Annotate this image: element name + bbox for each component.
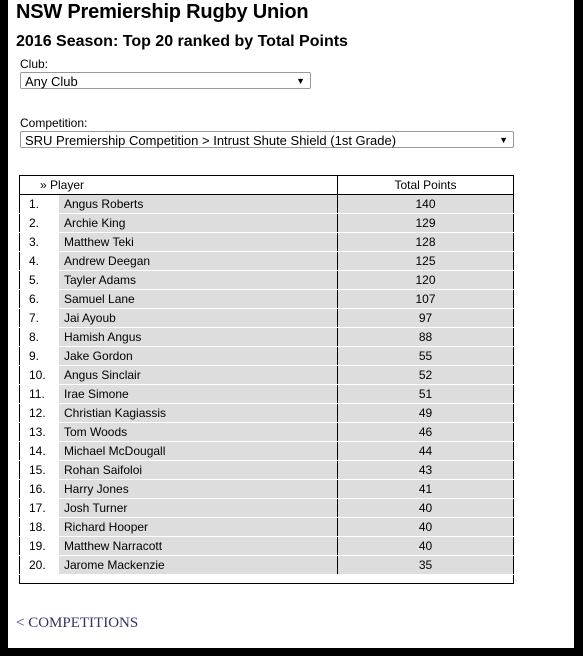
table-row — [20, 442, 514, 461]
table-row — [20, 328, 514, 347]
player-name: Michael McDougall — [59, 442, 338, 461]
chevron-down-icon: ▼ — [499, 135, 508, 145]
total-points: 40 — [338, 518, 514, 537]
total-points: 140 — [338, 195, 514, 214]
page-subtitle: 2016 Season: Top 20 ranked by Total Points — [16, 33, 348, 50]
total-points: 40 — [338, 499, 514, 518]
player-name: Richard Hooper — [59, 518, 338, 537]
total-points: 97 — [338, 309, 514, 328]
club-select-value: Any Club — [25, 74, 78, 89]
player-name: Matthew Teki — [59, 233, 338, 252]
player-name: Andrew Deegan — [59, 252, 338, 271]
frame-left — [0, 0, 8, 656]
row-rank: 4. — [20, 252, 60, 271]
player-name: Matthew Narracott — [59, 537, 338, 556]
competitions-back-link[interactable]: < COMPETITIONS — [16, 615, 139, 631]
total-points: 128 — [338, 233, 514, 252]
row-rank: 17. — [20, 499, 60, 518]
page-title: NSW Premiership Rugby Union — [16, 1, 309, 23]
table-row — [20, 233, 514, 252]
total-points: 52 — [338, 366, 514, 385]
row-rank: 6. — [20, 290, 60, 309]
total-points: 120 — [338, 271, 514, 290]
competition-select-value: SRU Premiership Competition > Intrust Shute Shield (1st Grade) — [25, 133, 397, 148]
player-name: Rohan Saifoloi — [59, 461, 338, 480]
total-points: 88 — [338, 328, 514, 347]
row-rank: 19. — [20, 537, 60, 556]
row-rank: 12. — [20, 404, 60, 423]
row-rank: 5. — [20, 271, 60, 290]
player-name: Angus Roberts — [59, 195, 338, 214]
table-row — [20, 366, 514, 385]
total-points: 41 — [338, 480, 514, 499]
rankings-table — [19, 175, 514, 584]
row-rank: 13. — [20, 423, 60, 442]
chevron-down-icon: ▼ — [296, 76, 305, 86]
row-rank: 3. — [20, 233, 60, 252]
row-rank: 18. — [20, 518, 60, 537]
frame-right — [574, 0, 583, 656]
row-rank: 8. — [20, 328, 60, 347]
club-select[interactable] — [20, 72, 311, 89]
row-rank: 1. — [20, 195, 60, 214]
table-row — [20, 480, 514, 499]
total-points: 107 — [338, 290, 514, 309]
club-label: Club: — [20, 57, 49, 71]
row-rank: 16. — [20, 480, 60, 499]
table-row — [20, 499, 514, 518]
table-footer-cell — [20, 575, 514, 584]
table-row — [20, 290, 514, 309]
row-rank: 2. — [20, 214, 60, 233]
table-header-row — [20, 176, 514, 195]
total-points: 129 — [338, 214, 514, 233]
table-row — [20, 214, 514, 233]
total-points: 46 — [338, 423, 514, 442]
total-points: 125 — [338, 252, 514, 271]
row-rank: 14. — [20, 442, 60, 461]
total-points: 55 — [338, 347, 514, 366]
total-points: 44 — [338, 442, 514, 461]
table-row — [20, 537, 514, 556]
frame-bottom — [0, 648, 583, 656]
total-points: 49 — [338, 404, 514, 423]
row-rank: 15. — [20, 461, 60, 480]
total-points: 40 — [338, 537, 514, 556]
points-column-header[interactable]: Total Points — [338, 176, 514, 195]
player-name: Archie King — [59, 214, 338, 233]
total-points: 43 — [338, 461, 514, 480]
player-name: Irae Simone — [59, 385, 338, 404]
competition-select[interactable] — [20, 131, 514, 148]
row-rank: 10. — [20, 366, 60, 385]
player-name: Christian Kagiassis — [59, 404, 338, 423]
player-name: Jai Ayoub — [59, 309, 338, 328]
row-rank: 9. — [20, 347, 60, 366]
player-name: Josh Turner — [59, 499, 338, 518]
player-column-header[interactable]: » Player — [20, 176, 338, 195]
total-points: 35 — [338, 556, 514, 575]
table-row — [20, 252, 514, 271]
competition-label: Competition: — [20, 116, 88, 130]
row-rank: 20. — [20, 556, 60, 575]
table-row — [20, 271, 514, 290]
player-name: Harry Jones — [59, 480, 338, 499]
table-row — [20, 461, 514, 480]
player-name: Angus Sinclair — [59, 366, 338, 385]
table-row — [20, 404, 514, 423]
table-row — [20, 556, 514, 575]
row-rank: 11. — [20, 385, 60, 404]
table-row — [20, 195, 514, 214]
player-name: Samuel Lane — [59, 290, 338, 309]
player-name: Jake Gordon — [59, 347, 338, 366]
player-name: Tayler Adams — [59, 271, 338, 290]
player-name: Jarome Mackenzie — [59, 556, 338, 575]
table-row — [20, 385, 514, 404]
table-footer-spacer — [20, 575, 514, 584]
row-rank: 7. — [20, 309, 60, 328]
table-row — [20, 309, 514, 328]
total-points: 51 — [338, 385, 514, 404]
table-row — [20, 518, 514, 537]
player-name: Hamish Angus — [59, 328, 338, 347]
table-row — [20, 347, 514, 366]
table-row — [20, 423, 514, 442]
player-name: Tom Woods — [59, 423, 338, 442]
